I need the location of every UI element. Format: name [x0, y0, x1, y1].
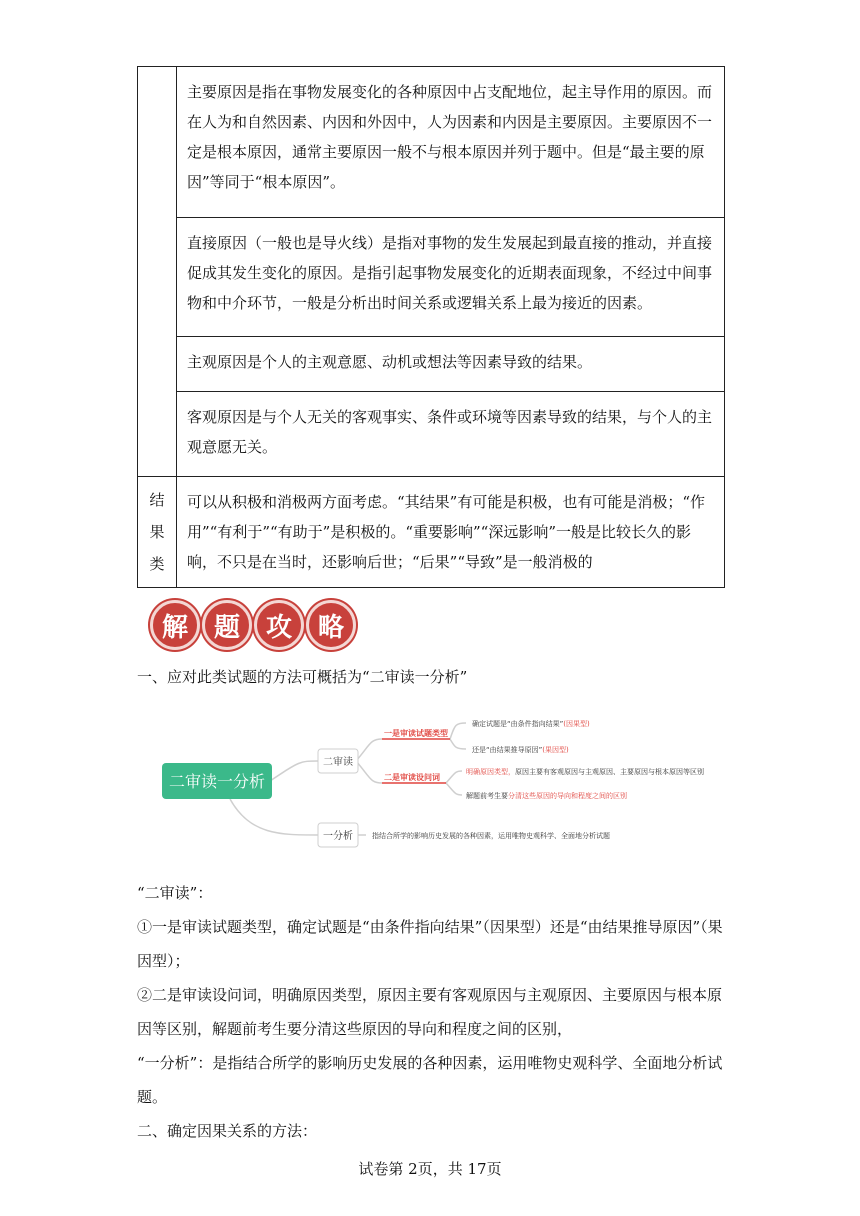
heading-one: 一、应对此类试题的方法可概括为“二审读一分析”	[137, 668, 468, 686]
result-label-cell: 结 果 类	[138, 477, 177, 588]
table-row	[138, 477, 725, 588]
table-row	[138, 218, 725, 337]
badge-char: 略	[306, 600, 356, 650]
mindmap-leaf-label: 明确原因类型，原因主要有客观原因与主观原因、主要原因与根本原因等区别	[466, 768, 704, 776]
table-row	[138, 392, 725, 477]
paragraph: “二审读”：	[137, 884, 213, 902]
heading-two: 二、确定因果关系的方法：	[137, 1122, 318, 1140]
mindmap-diagram	[150, 705, 740, 865]
row-label-cell	[138, 67, 177, 477]
mindmap-root-label: 二审读一分析	[168, 772, 266, 791]
objective-cause-cell: 客观原因是与个人无关的客观事实、条件或环境等因素导致的结果，与个人的主观意愿无关。	[177, 392, 725, 477]
badge-char: 题	[202, 600, 252, 650]
mindmap-leaf-label: 指结合所学的影响历史发展的各种因素，运用唯物史观科学、全面地分析试题	[372, 832, 610, 840]
strategy-badge	[150, 600, 356, 650]
paragraph: “一分析”：是指结合所学的影响历史发展的各种因素，运用唯物史观科学、全面地分析试题。	[137, 1054, 723, 1106]
table-row	[138, 337, 725, 392]
badge-char: 解	[150, 600, 200, 650]
mindmap-sub-label: 一是审读试题类型	[384, 729, 448, 738]
main-cause-cell: 主要原因是指在事物发展变化的各种原因中占支配地位，起主导作用的原因。而在人为和自然因素、内因和外因中，人为因素和内因是主要原因。主要原因不一定是根本原因，通常主要原因一般不与根本原因并列于题中。但是“最主要的原因”等同于“根本原因”。	[177, 67, 725, 218]
paragraph: ①一是审读试题类型，确定试题是“由条件指向结果”（因果型）还是“由结果推导原因”（果因型）；	[137, 918, 723, 970]
subjective-cause-cell: 主观原因是个人的主观意愿、动机或想法等因素导致的结果。	[177, 337, 725, 392]
mindmap-sub-label: 二是审读设问词	[384, 773, 440, 782]
cause-type-table	[137, 66, 725, 588]
page-footer: 试卷第 2页，共 17页	[358, 1160, 502, 1178]
mindmap-branch-label: 一分析	[323, 831, 353, 842]
mindmap-leaf-label: 还是“由结果推导原因”(果因型)	[472, 746, 569, 754]
mindmap-leaf-label: 确定试题是“由条件指向结果”(因果型)	[472, 720, 590, 728]
mindmap-branch-label: 二审读	[323, 757, 353, 768]
badge-char: 攻	[254, 600, 304, 650]
result-text-cell: 可以从积极和消极两方面考虑。“其结果”有可能是积极，也有可能是消极；“作用”“有利于”“有助于”是积极的。“重要影响”“深远影响”一般是比较长久的影响，不只是在当时，还影响后世；“后果”“导致”是一般消极的	[177, 477, 725, 588]
mindmap-leaf-label: 解题前考生要分清这些原因的导向和程度之间的区别	[466, 792, 627, 800]
table-row	[138, 67, 725, 218]
paragraph: ②二是审读设问词，明确原因类型，原因主要有客观原因与主观原因、主要原因与根本原因等区别，解题前考生要分清这些原因的导向和程度之间的区别，	[137, 986, 723, 1038]
direct-cause-cell: 直接原因（一般也是导火线）是指对事物的发生发展起到最直接的推动，并直接促成其发生变化的原因。是指引起事物发展变化的近期表面现象，不经过中间事物和中介环节，一般是分析出时间关系或逻辑关系上最为接近的因素。	[177, 218, 725, 337]
